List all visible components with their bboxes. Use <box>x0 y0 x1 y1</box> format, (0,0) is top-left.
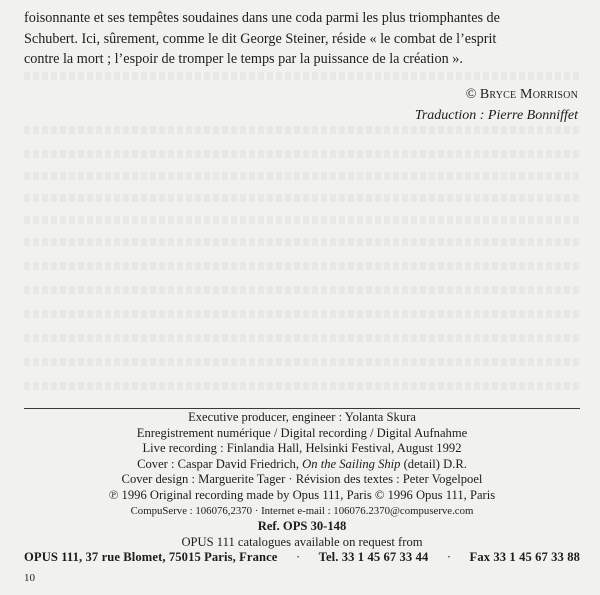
design-credit: Cover design : Marguerite Tager · Révision des textes : Peter Vogelpoel <box>121 472 483 487</box>
bleed-through-texture <box>24 286 580 294</box>
bleed-through-texture <box>24 238 580 246</box>
catalogues-note: OPUS 111 catalogues available on request from <box>181 534 423 549</box>
bleed-through-texture <box>24 310 580 318</box>
copyright-symbol: © <box>465 87 477 102</box>
bleed-through-texture <box>24 126 580 134</box>
cover-suffix: (detail) D.R. <box>400 456 467 471</box>
bleed-through-texture <box>24 262 580 270</box>
bleed-through-texture <box>24 382 580 390</box>
essay-line: foisonnante et ses tempêtes soudaines dans une coda parmi les plus triomphantes de <box>24 10 500 26</box>
cover-credit <box>24 457 580 473</box>
author-name: Bryce Morrison <box>479 87 578 102</box>
bleed-through-texture <box>24 72 580 80</box>
cover-title: On the Sailing Ship <box>302 456 401 471</box>
bleed-through-texture <box>24 172 580 180</box>
bleed-through-texture <box>24 334 580 342</box>
essay-line: contre la mort ; l’espoir de tromper le temps par la puissance de la création ». <box>24 51 463 68</box>
street-address: OPUS 111, 37 rue Blomet, 75015 Paris, France <box>24 550 278 564</box>
live-recording: Live recording : Finlandia Hall, Helsinki Festival, August 1992 <box>142 441 462 456</box>
fax: Fax 33 1 45 67 33 88 <box>469 550 580 564</box>
bleed-through-texture <box>24 358 580 366</box>
recording-type: Enregistrement numérique / Digital recording / Digital Aufnahme <box>136 425 468 440</box>
translation-credit: Traduction : Pierre Bonniffet <box>414 108 578 123</box>
section-divider <box>24 408 580 409</box>
executive-producer: Executive producer, engineer : Yolanta Skura <box>188 410 416 424</box>
bleed-through-texture <box>24 194 580 202</box>
bleed-through-texture <box>24 216 580 224</box>
bleed-through-texture <box>24 150 580 158</box>
telephone: Tel. 33 1 45 67 33 44 <box>318 550 429 564</box>
compuserve-contact: CompuServe : 106076,2370 · Internet e-mail : 106076.2370@compuserve.com <box>130 504 474 517</box>
author-line <box>415 84 578 105</box>
essay-closing-paragraph <box>24 8 580 70</box>
rights-notice: ℗ 1996 Original recording made by Opus 111, Paris © 1996 Opus 111, Paris <box>108 487 496 502</box>
essay-line: Schubert. Ici, sûrement, comme le dit George Steiner, réside « le combat de l’esprit <box>24 30 497 47</box>
catalogue-reference: Ref. OPS 30-148 <box>257 519 347 534</box>
publisher-address <box>24 549 580 565</box>
cover-prefix: Cover : Caspar David Friedrich, <box>137 456 303 471</box>
essay-credit <box>415 84 578 126</box>
production-credits <box>24 410 580 550</box>
separator: · <box>295 550 301 564</box>
separator: · <box>446 550 452 564</box>
page-number: 10 <box>24 572 35 584</box>
